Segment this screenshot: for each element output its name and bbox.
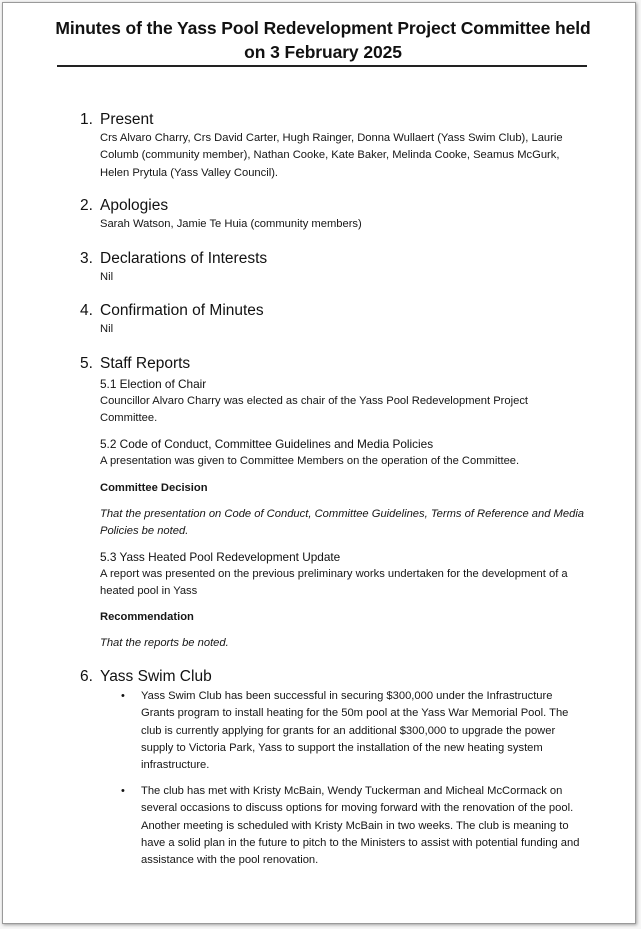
pool-update-text: A report was presented on the previous preliminary works undertaken for the development of a heated pool in Yass — [100, 568, 568, 598]
code-of-conduct-text: A presentation was given to Committee Members on the operation of the Committee. — [100, 455, 520, 467]
recommendation-label: Recommendation — [100, 611, 194, 623]
section-heading-declarations: Declarations of Interests — [100, 250, 268, 267]
declarations-text: Nil — [100, 271, 114, 283]
bullet-icon: • — [121, 690, 125, 702]
section-number: 2. — [80, 197, 93, 214]
title-divider — [57, 65, 587, 67]
section-number: 1. — [80, 111, 93, 128]
subsection-title-pool-update: 5.3 Yass Heated Pool Redevelopment Update — [100, 550, 341, 564]
committee-decision-label: Committee Decision — [100, 482, 208, 494]
committee-decision-text: That the presentation on Code of Conduct, Committee Guidelines, Terms of Reference and Media Policies be noted. — [100, 508, 585, 538]
section-number: 4. — [80, 302, 93, 319]
section-heading-apologies: Apologies — [100, 197, 169, 214]
subsection-title-election: 5.1 Election of Chair — [100, 377, 207, 391]
section-number: 5. — [80, 355, 93, 372]
list-item: The club has met with Kristy McBain, Wendy Tuckerman and Micheal McCormack on several occasions to discuss options for moving forward with the renovation of the pool. Another meeting is scheduled with Kristy McBain in two weeks. The club is meaning to have a solid plan in the future to pitch to the Ministers to assist with potential funding and assistance with the pool renovation. — [141, 785, 580, 867]
list-item: Yass Swim Club has been successful in securing $300,000 under the Infrastructure Grants program to install heating for the 50m pool at the Yass War Memorial Pool. The club is currently applying for grants for an additional $300,000 to upgrade the power supply to Victoria Park, Yass to support the installation of the new heating system infrastructure. — [141, 690, 569, 772]
section-number: 3. — [80, 250, 93, 267]
section-heading-confirmation: Confirmation of Minutes — [100, 302, 264, 319]
apologies-text: Sarah Watson, Jamie Te Huia (community members) — [100, 218, 362, 230]
confirmation-text: Nil — [100, 323, 114, 335]
section-heading-staff-reports: Staff Reports — [100, 355, 191, 372]
document-page — [2, 2, 636, 924]
subsection-title-code-of-conduct: 5.2 Code of Conduct, Committee Guidelines and Media Policies — [100, 437, 434, 451]
recommendation-text: That the reports be noted. — [100, 637, 229, 649]
present-text: Crs Alvaro Charry, Crs David Carter, Hugh Rainger, Donna Wullaert (Yass Swim Club), Laurie Columb (community member), Nathan Cooke, Kate Baker, Melinda Cooke, Seamus McGurk, Helen Prytula (Yass Valley Council). — [100, 132, 563, 179]
section-heading-present: Present — [100, 111, 154, 128]
section-heading-swim-club: Yass Swim Club — [100, 668, 212, 685]
election-text: Councillor Alvaro Charry was elected as chair of the Yass Pool Redevelopment Project Committee. — [100, 395, 529, 425]
document-title: Minutes of the Yass Pool Redevelopment Project Committee held on 3 February 2025 — [55, 18, 591, 62]
section-number: 6. — [80, 668, 93, 685]
bullet-icon: • — [121, 785, 125, 797]
